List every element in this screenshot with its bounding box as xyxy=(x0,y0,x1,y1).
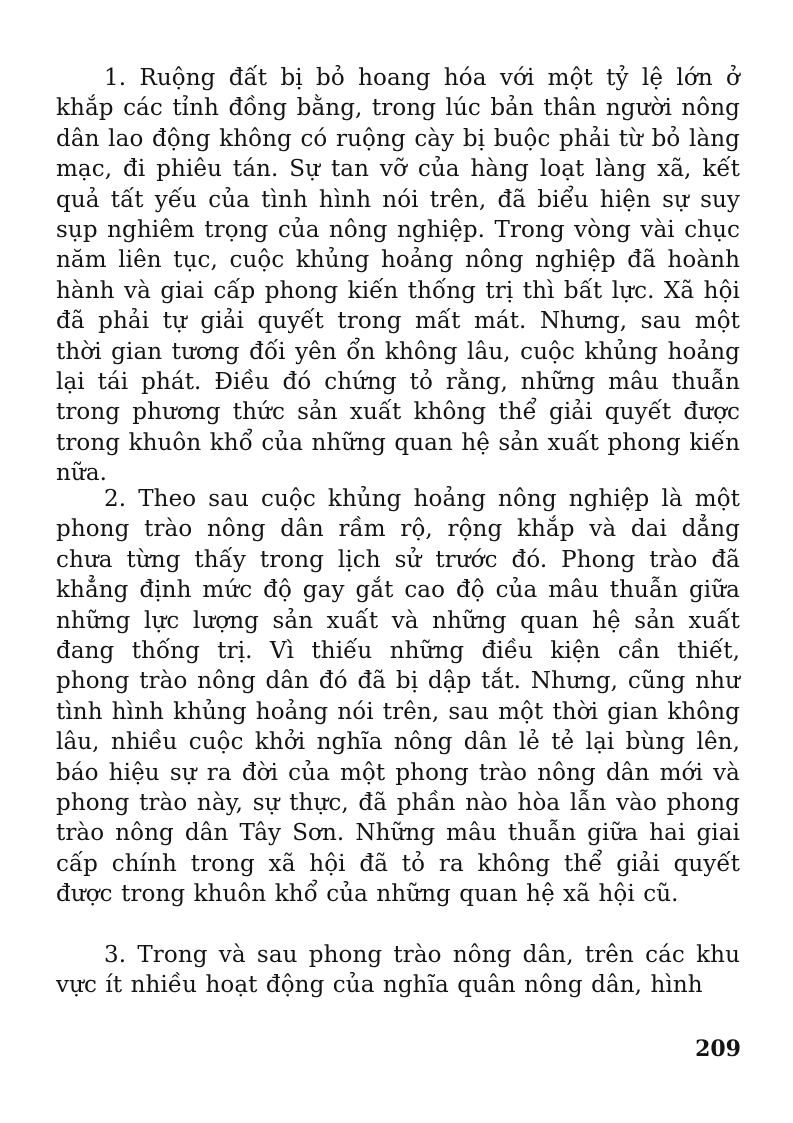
paragraph-3 xyxy=(56,940,740,1001)
paragraph-2-text: 2. Theo sau cuộc khủng hoảng nông nghiệp là một phong trào nông dân rầm rộ, rộng khắp và dai dẳng chưa từng thấy trong lịch sử trước đó. Phong trào đã khẳng định mức độ gay gắt cao độ của mâu thuẫn giữa những lực lượng sản xuất và những quan hệ sản xuất đang thống trị. Vì thiếu những điều kiện cần thiết, phong trào nông dân đó đã bị dập tắt. Nhưng, cũng như tình hình khủng hoảng nói trên, sau một thời gian không lâu, nhiều cuộc khởi nghĩa nông dân lẻ tẻ lại bùng lên, báo hiệu sự ra đời của một phong trào nông dân mới và phong trào này, sự thực, đã phần nào hòa lẫn vào phong trào nông dân Tây Sơn. Những mâu thuẫn giữa hai giai cấp chính trong xã hội đã tỏ ra không thể giải quyết được trong khuôn khổ của những quan hệ xã hội cũ. xyxy=(56,486,740,908)
paragraph-3-text: 3. Trong và sau phong trào nông dân, trên các khu vực ít nhiều hoạt động của nghĩa quân nông dân, hình xyxy=(56,942,740,999)
page-number: 209 xyxy=(695,1036,741,1062)
paragraph-2 xyxy=(56,484,740,910)
paragraph-1-text: 1. Ruộng đất bị bỏ hoang hóa với một tỷ lệ lớn ở khắp các tỉnh đồng bằng, trong lúc bản thân người nông dân lao động không có ruộng cày bị buộc phải từ bỏ làng mạc, đi phiêu tán. Sự tan vỡ của hàng loạt làng xã, kết quả tất yếu của tình hình nói trên, đã biểu hiện sự suy sụp nghiêm trọng của nông nghiệp. Trong vòng vài chục năm liên tục, cuộc khủng hoảng nông nghiệp đã hoành hành và giai cấp phong kiến thống trị thì bất lực. Xã hội đã phải tự giải quyết trong mất mát. Nhưng, sau một thời gian tương đối yên ổn không lâu, cuộc khủng hoảng lại tái phát. Điều đó chứng tỏ rằng, những mâu thuẫn trong phương thức sản xuất không thể giải quyết được trong khuôn khổ của những quan hệ sản xuất phong kiến nữa. xyxy=(56,65,740,487)
paragraph-1 xyxy=(56,63,740,489)
